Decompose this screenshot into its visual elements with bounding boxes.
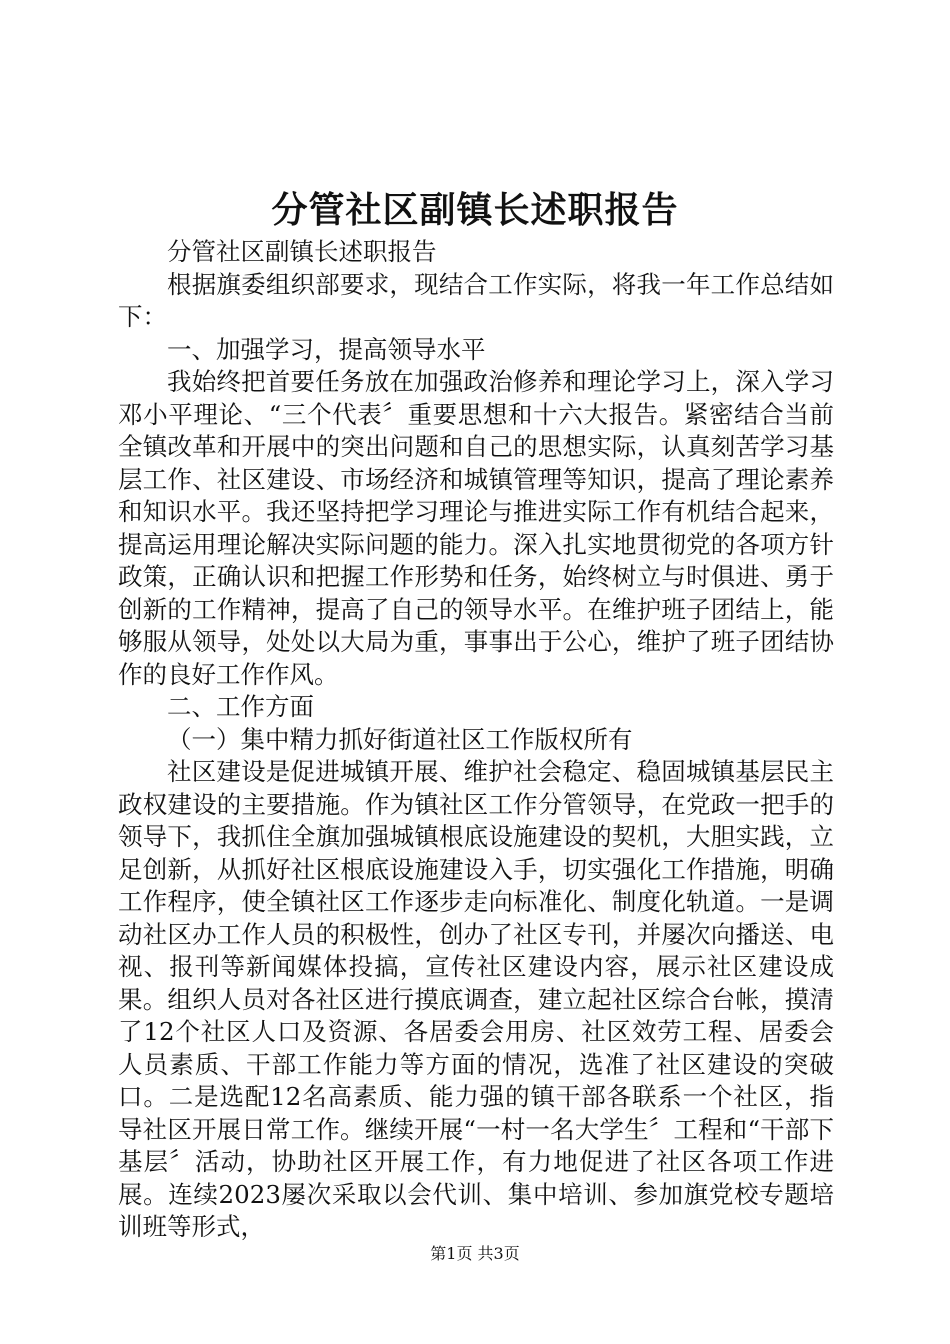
paragraph-community: 社区建设是促进城镇开展、维护社会稳定、稳固城镇基层民主政权建设的主要措施。作为镇社区工作分管领导，在党政一把手的领导下，我抓住全旗加强城镇根底设施建设的契机，大胆实践，立足创新，从抓好社区根底设施建设入手，切实强化工作措施，明确工作程序，使全镇社区工作逐步走向标准化、制度化轨道。一是调动社区办工作人员的积极性，创办了社区专刊，并屡次向播送、电视、报刊等新闻媒体投搞，宣传社区建设内容，展示社区建设成果。组织人员对各社区进行摸底调查，建立起社区综合台帐，摸清了12个社区人口及资源、各居委会用房、社区效劳工程、居委会人员素质、干部工作能力等方面的情况，选准了社区建设的突破口。二是选配12名高素质、能力强的镇干部各联系一个社区，指导社区开展日常工作。继续开展“一村一名大学生〞工程和“干部下基层〞活动，协助社区开展工作，有力地促进了社区各项工作进展。连续2023屡次采取以会代训、集中培训、参加旗党校专题培训班等形式，: [118, 757, 834, 1241]
paragraph-intro: 根据旗委组织部要求，现结合工作实际，将我一年工作总结如下：: [118, 269, 834, 331]
section-heading-1: 一、加强学习，提高领导水平: [167, 334, 486, 364]
page-footer: 第1页 共3页: [430, 1244, 520, 1263]
subsection-heading-1: （一）集中精力抓好街道社区工作版权所有: [167, 724, 633, 754]
paragraph-subtitle: 分管社区副镇长述职报告: [167, 237, 437, 266]
section-heading-2: 二、工作方面: [167, 692, 314, 721]
document-body: [118, 236, 834, 1244]
paragraph-study: 我始终把首要任务放在加强政治修养和理论学习上，深入学习邓小平理论、“三个代表〞重要思想和十六大报告。紧密结合当前全镇改革和开展中的突出问题和自己的思想实际，认真刻苦学习基层工作、社区建设、市场经济和城镇管理等知识，提高了理论素养和知识水平。我还坚持把学习理论与推进实际工作有机结合起来，提高运用理论解决实际问题的能力。深入扎实地贯彻党的各项方针政策，正确认识和把握工作形势和任务，始终树立与时俱进、勇于创新的工作精神，提高了自己的领导水平。在维护班子团结上，能够服从领导，处处以大局为重，事事出于公心，维护了班子团结协作的良好工作作风。: [118, 367, 834, 689]
document-title: 分管社区副镇长述职报告: [271, 189, 679, 231]
